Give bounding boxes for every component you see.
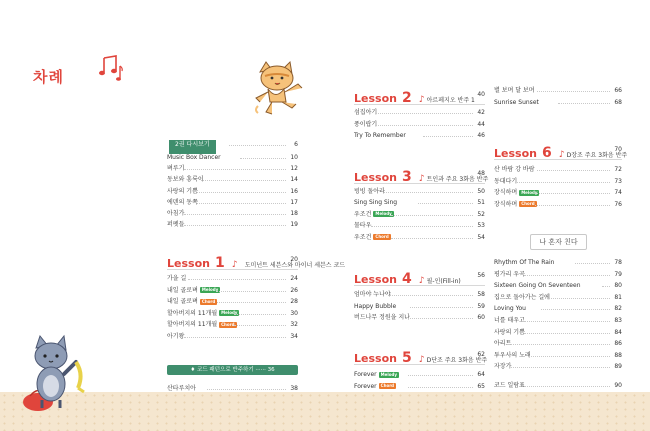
dot-leader xyxy=(405,318,473,319)
page-number: 53 xyxy=(477,222,485,230)
dancing-cat-illustration xyxy=(252,58,308,116)
toc-entry[interactable] xyxy=(167,175,298,185)
dot-leader xyxy=(184,214,286,215)
entry-title: 동대다기 xyxy=(494,177,518,185)
page-number: 19 xyxy=(290,221,298,229)
page-number: 42 xyxy=(477,109,485,116)
toc-entry[interactable] xyxy=(354,233,485,243)
toc-entry[interactable] xyxy=(354,302,485,312)
code-item-row[interactable]: 산타루치아 38 xyxy=(167,385,298,392)
lesson-3-heading[interactable]: Lesson 3 ♪ 트인과 주요 3화음 반주 xyxy=(354,169,489,185)
page-number: 32 xyxy=(290,321,298,329)
lesson-2-heading[interactable]: Lesson 2 ♪ 아르페지오 반주 1 xyxy=(354,90,475,106)
entry-title: 할아버지의 11개월 Melody xyxy=(167,309,238,317)
page-number: 84 xyxy=(614,328,622,336)
music-note-icon: ♪ xyxy=(418,276,425,286)
divider xyxy=(354,364,485,365)
entry-title: 장식하며 Chord xyxy=(494,200,535,208)
toc-entry[interactable] xyxy=(354,221,485,231)
page-number: 58 xyxy=(477,291,485,298)
dot-leader xyxy=(558,103,610,104)
entry-title: 풍이랍기 xyxy=(354,120,378,128)
page-number: 79 xyxy=(614,270,622,278)
dot-leader xyxy=(408,387,473,388)
entry-title: Music Box Dancer xyxy=(167,154,221,161)
entry-title: Rhythm Of The Rain xyxy=(494,259,555,266)
lesson-page: 70 xyxy=(614,146,622,153)
toc-entry[interactable] xyxy=(167,297,298,307)
dot-leader xyxy=(184,337,286,338)
lesson-page: 48 xyxy=(477,170,485,177)
page-number: 73 xyxy=(614,177,622,185)
dot-leader xyxy=(391,215,473,216)
page-number: 52 xyxy=(477,210,485,218)
dot-leader xyxy=(515,182,610,183)
divider xyxy=(354,183,485,184)
toc-entry[interactable] xyxy=(354,198,485,208)
dot-leader xyxy=(188,279,286,280)
toc-entry[interactable] xyxy=(354,187,485,197)
page-number: 68 xyxy=(614,99,622,106)
dot-leader xyxy=(375,113,473,114)
toc-entry[interactable] xyxy=(494,339,622,349)
chord-tag: Chord xyxy=(201,298,216,304)
music-note-icon xyxy=(98,54,124,82)
toc-entry[interactable] xyxy=(494,165,622,175)
toc-entry[interactable] xyxy=(494,86,622,96)
entry-title: 코드 일람표 xyxy=(494,382,525,389)
toc-entry[interactable] xyxy=(354,290,485,300)
dot-leader xyxy=(524,321,610,322)
dot-leader xyxy=(234,314,286,315)
melody-tag: Melody xyxy=(221,310,238,316)
melody-tag: Melody xyxy=(201,287,219,293)
music-note-icon: ♪ xyxy=(418,174,425,184)
entry-title: 장식하며 Melody xyxy=(494,189,538,197)
melody-tag: Melody xyxy=(375,211,392,217)
dot-leader xyxy=(537,170,610,171)
toc-entry[interactable] xyxy=(494,381,622,391)
toc-entry[interactable] xyxy=(167,187,298,197)
lesson-page: 56 xyxy=(477,272,485,279)
entry-title: 투우사의 노래 xyxy=(494,351,531,359)
dot-leader xyxy=(575,263,610,264)
entry-title: 아기왕 xyxy=(167,333,185,340)
music-note-icon: ♪ xyxy=(558,150,565,160)
dot-leader xyxy=(418,203,473,204)
lesson-1-page: 20 xyxy=(290,256,298,263)
entry-title: 내일 골로벼 Chord xyxy=(167,298,216,306)
entry-title: 아리트 xyxy=(494,340,512,348)
page-number: 86 xyxy=(614,340,622,348)
toc-entry[interactable] xyxy=(167,209,298,219)
toc-entry[interactable] xyxy=(494,188,622,198)
page-title: 차례 xyxy=(33,68,64,86)
dot-leader xyxy=(184,225,286,226)
page-number: 17 xyxy=(290,198,298,206)
lesson-6-heading[interactable]: Lesson 6 ♪ D장조 주요 3화음 반주 xyxy=(494,145,628,161)
toc-entry[interactable] xyxy=(354,382,485,392)
toc-entry[interactable] xyxy=(494,98,622,108)
page-number: 74 xyxy=(614,189,622,197)
page-number: 72 xyxy=(614,166,622,173)
page-number: 88 xyxy=(614,351,622,359)
entry-title: 너를 태우고 xyxy=(494,317,525,324)
toc-entry[interactable] xyxy=(354,370,485,380)
entry-title: 집으로 돌아가는 길에 xyxy=(494,293,550,301)
page-number: 64 xyxy=(477,371,485,378)
grey-cat-illustration xyxy=(20,334,95,414)
dot-leader xyxy=(410,307,473,308)
toc-entry[interactable] xyxy=(494,293,622,303)
toc-entry[interactable] xyxy=(167,320,298,330)
toc-entry[interactable] xyxy=(494,362,622,372)
page-number: 76 xyxy=(614,200,622,208)
dot-leader xyxy=(197,192,286,193)
lesson-4-heading[interactable]: Lesson 4 ♪ 필-인(Fill-in) xyxy=(354,271,461,287)
music-note-icon: ♪ xyxy=(231,260,238,270)
dot-leader xyxy=(524,386,610,387)
entry-title: 아침가 xyxy=(167,210,185,217)
lesson-5-heading[interactable]: Lesson 5 ♪ D단조 주요 3화음 반주 xyxy=(354,350,488,366)
dot-leader xyxy=(511,344,610,345)
page-number: 24 xyxy=(290,275,298,282)
toc-entry[interactable] xyxy=(167,153,298,163)
page-number: 78 xyxy=(614,259,622,266)
toc-entry[interactable] xyxy=(494,328,622,338)
music-note-icon: ♪ xyxy=(418,95,425,105)
melody-tag: Melody xyxy=(521,189,538,195)
entry-title: 평가리 우곡 xyxy=(494,270,525,278)
toc-entry[interactable] xyxy=(494,177,622,187)
dot-leader xyxy=(535,193,610,194)
toc-entry[interactable] xyxy=(494,351,622,361)
divider xyxy=(494,159,622,160)
toc-entry[interactable] xyxy=(494,316,622,326)
entry-title: Sing Sing Sing xyxy=(354,199,398,207)
page-number: 12 xyxy=(290,165,298,173)
entry-title: Sixteen Going On Seventeen xyxy=(494,282,581,290)
page-number: 10 xyxy=(290,154,298,161)
dot-leader xyxy=(528,356,610,357)
toc-entry[interactable] xyxy=(494,304,622,314)
entry-title: 우조건 Melody xyxy=(354,210,392,218)
dot-leader xyxy=(375,125,473,126)
entry-title: 가을 길 xyxy=(167,275,187,282)
entry-title: 할아버지의 11개월 Chord xyxy=(167,321,235,329)
page-number: 90 xyxy=(614,382,622,389)
toc-entry[interactable] xyxy=(494,200,622,210)
dot-leader xyxy=(511,367,610,368)
entry-title: Try To Remember xyxy=(354,132,406,139)
page-number: 28 xyxy=(290,298,298,306)
entry-title: Forever Melody xyxy=(354,371,397,378)
page-number: 80 xyxy=(614,282,622,290)
page-number: 26 xyxy=(290,286,298,294)
dot-leader xyxy=(535,205,610,206)
toc-entry[interactable] xyxy=(494,258,622,268)
dot-leader xyxy=(240,158,286,159)
lesson-page: 62 xyxy=(477,351,485,358)
chord-tag: Chord xyxy=(521,201,535,207)
toc-entry[interactable] xyxy=(167,332,298,342)
dot-leader xyxy=(388,295,473,296)
chord-tag: Chord xyxy=(380,383,395,388)
dot-leader xyxy=(184,169,286,170)
entry-title: 사랑의 기쁨 xyxy=(494,328,525,336)
page-number: 51 xyxy=(477,199,485,207)
page-number: 44 xyxy=(477,120,485,128)
toc-entry[interactable] xyxy=(354,131,485,141)
dot-leader xyxy=(537,91,610,92)
divider xyxy=(167,269,298,270)
music-note-icon: ♪ xyxy=(418,355,425,365)
lesson-1-heading[interactable]: Lesson 1 ♪ 도미넌트 세븐스와 마이너 세븐스 코드 xyxy=(167,255,346,271)
entry-title: 자장가 xyxy=(494,363,512,371)
divider xyxy=(354,104,485,105)
entry-title: 버드나무 정원을 지나 xyxy=(354,314,410,321)
page-number: 16 xyxy=(290,187,298,195)
dot-leader xyxy=(423,136,474,137)
chord-tag: Chord xyxy=(375,234,389,240)
entry-title: Sunrise Sunset xyxy=(494,99,539,106)
entry-title: 엄마야 누나야 xyxy=(354,291,391,298)
entry-title: 내일 골로벼 Melody xyxy=(167,286,219,294)
page-number: 66 xyxy=(614,87,622,94)
entry-title: Loving You xyxy=(494,305,526,313)
page-number: 89 xyxy=(614,363,622,371)
chord-tag: Chord xyxy=(221,321,235,327)
page-number: 83 xyxy=(614,317,622,324)
entry-title: Forever Chord xyxy=(354,382,395,390)
dot-leader xyxy=(197,203,286,204)
dot-leader xyxy=(217,291,286,292)
page-number: 6 xyxy=(294,141,298,148)
entry-title: Happy Bubble xyxy=(354,302,397,310)
chapter-2-review-label: 2권 다시보기 xyxy=(169,140,216,154)
toc-entry[interactable] xyxy=(167,309,298,319)
toc-entry[interactable] xyxy=(354,108,485,118)
entry-title: 벼루기 xyxy=(167,165,185,173)
page-number: 54 xyxy=(477,233,485,241)
page-number: 46 xyxy=(477,132,485,139)
dot-leader xyxy=(217,302,286,303)
divider xyxy=(354,285,485,286)
entry-title: 사랑의 기쁨 xyxy=(167,187,198,195)
dot-leader xyxy=(391,238,473,239)
entry-title: 동보와 흥룩이 xyxy=(167,176,204,184)
dot-leader xyxy=(602,286,610,287)
toc-entry[interactable] xyxy=(167,286,298,296)
dot-leader xyxy=(371,226,473,227)
entry-title: 에덴의 동쪽 xyxy=(167,198,198,206)
page-number: 82 xyxy=(614,305,622,313)
dot-leader xyxy=(545,298,610,299)
entry-title: 물타우 xyxy=(354,222,372,230)
page-number: 81 xyxy=(614,293,622,301)
toc-entry[interactable] xyxy=(167,220,298,230)
toc-entry[interactable] xyxy=(354,210,485,220)
toc-entry[interactable] xyxy=(354,313,485,323)
toc-entry[interactable] xyxy=(494,270,622,280)
page-number: 30 xyxy=(290,309,298,317)
toc-entry[interactable] xyxy=(354,120,485,130)
dot-leader xyxy=(201,180,286,181)
page-number: 65 xyxy=(477,382,485,390)
page-number: 18 xyxy=(290,210,298,217)
melody-tag: Melody xyxy=(380,371,397,377)
lesson-page: 40 xyxy=(477,91,485,98)
entry-title: 섬집아기 xyxy=(354,109,378,116)
page-number: 34 xyxy=(290,333,298,340)
entry-title: 우조건 Chord xyxy=(354,233,389,241)
play-alone-badge: 나 혼자 친다 xyxy=(530,234,587,250)
toc-entry[interactable] xyxy=(167,198,298,208)
dot-leader xyxy=(524,333,610,334)
entry-title: 퍼펫들 xyxy=(167,221,185,229)
page-number: 60 xyxy=(477,314,485,321)
dot-leader xyxy=(541,309,610,310)
chapter-2-review-row[interactable] xyxy=(167,140,298,150)
toc-entry[interactable] xyxy=(494,281,622,291)
dot-leader xyxy=(408,375,473,376)
floor-background xyxy=(0,392,650,431)
dot-leader xyxy=(384,192,473,193)
page-number: 50 xyxy=(477,188,485,195)
dot-leader xyxy=(234,325,286,326)
code-pattern-banner[interactable]: ♦ 코드 패턴으로 반주하기 ······ 36 xyxy=(167,365,298,375)
dot-leader xyxy=(524,275,610,276)
entry-title: 산 바람 강 바람 xyxy=(494,166,535,173)
toc-entry[interactable] xyxy=(167,164,298,174)
toc-entry[interactable] xyxy=(167,274,298,284)
page-number: 59 xyxy=(477,302,485,310)
page-number: 14 xyxy=(290,176,298,184)
entry-title: 별 보며 달 보며 xyxy=(494,87,535,94)
entry-title: 빙빙 돌아라 xyxy=(354,188,385,195)
